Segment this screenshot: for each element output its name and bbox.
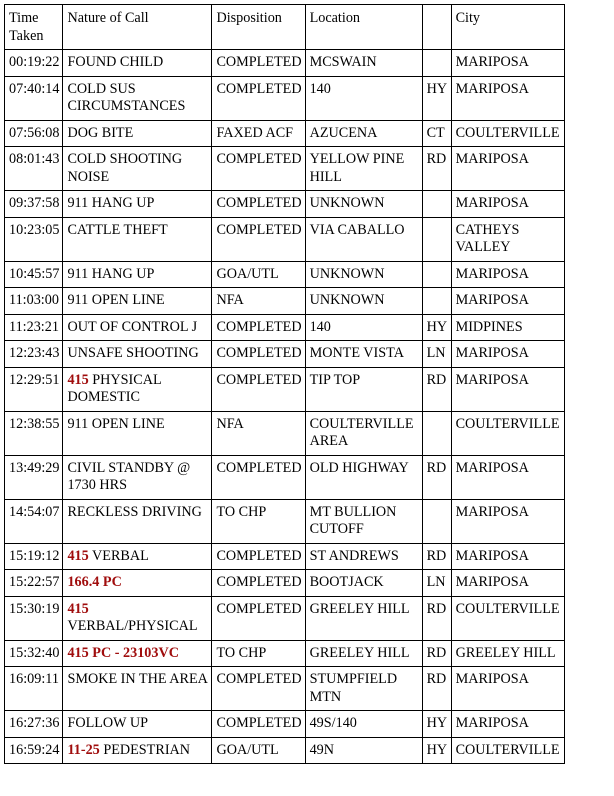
city-cell: COULTERVILLE: [451, 120, 564, 147]
location-cell: 140: [305, 314, 422, 341]
nature-cell: [63, 543, 212, 570]
city-cell: MIDPINES: [451, 314, 564, 341]
city-cell: COULTERVILLE: [451, 737, 564, 764]
time-cell: 14:54:07: [5, 499, 63, 543]
nature-cell: [63, 120, 212, 147]
nature-cell: [63, 76, 212, 120]
header-location: Location: [305, 5, 422, 50]
table-row: [5, 147, 565, 191]
nature-cell: [63, 711, 212, 738]
time-cell: 16:09:11: [5, 667, 63, 711]
nature-cell: [63, 50, 212, 77]
disposition-cell: TO CHP: [212, 640, 305, 667]
nature-cell: [63, 217, 212, 261]
location-cell: YELLOW PINE HILL: [305, 147, 422, 191]
nature-text: RECKLESS DRIVING: [67, 503, 202, 520]
street-suffix-cell: RD: [422, 596, 451, 640]
city-cell: GREELEY HILL: [451, 640, 564, 667]
street-suffix-cell: [422, 288, 451, 315]
street-suffix-cell: [422, 261, 451, 288]
location-cell: UNKNOWN: [305, 191, 422, 218]
table-row: [5, 217, 565, 261]
street-suffix-cell: RD: [422, 455, 451, 499]
location-cell: GREELEY HILL: [305, 640, 422, 667]
disposition-cell: NFA: [212, 411, 305, 455]
street-suffix-cell: HY: [422, 76, 451, 120]
city-cell: MARIPOSA: [451, 261, 564, 288]
street-suffix-cell: RD: [422, 640, 451, 667]
nature-text: 911 HANG UP: [67, 195, 155, 211]
table-row: [5, 667, 565, 711]
table-row: [5, 367, 565, 411]
time-cell: 10:23:05: [5, 217, 63, 261]
disposition-cell: COMPLETED: [212, 147, 305, 191]
header-city: City: [451, 5, 564, 50]
location-cell: OLD HIGHWAY: [305, 455, 422, 499]
table-row: [5, 737, 565, 764]
location-cell: UNKNOWN: [305, 288, 422, 315]
table-row: [5, 711, 565, 738]
time-cell: 12:38:55: [5, 411, 63, 455]
table-row: [5, 120, 565, 147]
street-suffix-cell: RD: [422, 367, 451, 411]
time-cell: 09:37:58: [5, 191, 63, 218]
nature-cell: [63, 367, 212, 411]
disposition-cell: COMPLETED: [212, 191, 305, 218]
call-code: 415 PC - 23103VC: [67, 644, 179, 661]
nature-text: PHYSICAL DOMESTIC: [67, 371, 162, 405]
nature-text: CATTLE THEFT: [67, 221, 168, 238]
location-cell: GREELEY HILL: [305, 596, 422, 640]
time-cell: 15:19:12: [5, 543, 63, 570]
city-cell: MARIPOSA: [451, 341, 564, 368]
nature-text: VERBAL/PHYSICAL: [67, 618, 198, 634]
nature-text: VERBAL: [92, 547, 149, 564]
disposition-cell: COMPLETED: [212, 367, 305, 411]
nature-text: COLD SUS CIRCUMSTANCES: [67, 80, 186, 114]
location-cell: TIP TOP: [305, 367, 422, 411]
location-cell: AZUCENA: [305, 120, 422, 147]
nature-text: UNSAFE SHOOTING: [67, 345, 199, 361]
nature-text: 911 HANG UP: [67, 265, 155, 282]
table-row: [5, 411, 565, 455]
street-suffix-cell: HY: [422, 314, 451, 341]
city-cell: MARIPOSA: [451, 543, 564, 570]
disposition-cell: COMPLETED: [212, 314, 305, 341]
street-suffix-cell: HY: [422, 737, 451, 764]
location-cell: UNKNOWN: [305, 261, 422, 288]
nature-text: FOUND CHILD: [67, 54, 164, 70]
city-cell: MARIPOSA: [451, 288, 564, 315]
table-row: [5, 570, 565, 597]
table-row: [5, 76, 565, 120]
time-cell: 16:27:36: [5, 711, 63, 738]
table-row: [5, 261, 565, 288]
disposition-cell: COMPLETED: [212, 596, 305, 640]
nature-cell: [63, 411, 212, 455]
nature-text: OUT OF CONTROL J: [67, 318, 198, 335]
location-cell: 140: [305, 76, 422, 120]
call-code: 166.4 PC: [67, 574, 122, 590]
disposition-cell: COMPLETED: [212, 667, 305, 711]
city-cell: MARIPOSA: [451, 667, 564, 711]
disposition-cell: GOA/UTL: [212, 261, 305, 288]
nature-text: SMOKE IN THE AREA: [67, 671, 208, 687]
nature-cell: [63, 147, 212, 191]
nature-cell: [63, 191, 212, 218]
time-cell: 11:03:00: [5, 288, 63, 315]
table-row: [5, 543, 565, 570]
call-log-table: [4, 4, 565, 764]
nature-cell: [63, 261, 212, 288]
nature-text: 911 OPEN LINE: [67, 415, 165, 432]
location-cell: BOOTJACK: [305, 570, 422, 597]
location-cell: 49S/140: [305, 711, 422, 738]
time-cell: 07:56:08: [5, 120, 63, 147]
street-suffix-cell: [422, 217, 451, 261]
header-street-suffix: [422, 5, 451, 50]
disposition-cell: TO CHP: [212, 499, 305, 543]
disposition-cell: COMPLETED: [212, 711, 305, 738]
street-suffix-cell: LN: [422, 570, 451, 597]
location-cell: MT BULLION CUTOFF: [305, 499, 422, 543]
city-cell: MARIPOSA: [451, 499, 564, 543]
city-cell: COULTERVILLE: [451, 596, 564, 640]
disposition-cell: COMPLETED: [212, 50, 305, 77]
nature-text: 911 OPEN LINE: [67, 292, 165, 308]
time-cell: 13:49:29: [5, 455, 63, 499]
nature-text: FOLLOW UP: [67, 715, 148, 731]
city-cell: MARIPOSA: [451, 711, 564, 738]
table-row: [5, 314, 565, 341]
call-code: 11-25: [67, 741, 100, 758]
location-cell: MONTE VISTA: [305, 341, 422, 368]
time-cell: 08:01:43: [5, 147, 63, 191]
header-time-taken: Time Taken: [5, 5, 63, 50]
time-cell: 12:23:43: [5, 341, 63, 368]
nature-cell: [63, 499, 212, 543]
disposition-cell: COMPLETED: [212, 455, 305, 499]
disposition-cell: COMPLETED: [212, 570, 305, 597]
street-suffix-cell: RD: [422, 147, 451, 191]
city-cell: MARIPOSA: [451, 570, 564, 597]
table-row: [5, 455, 565, 499]
time-cell: 15:32:40: [5, 640, 63, 667]
street-suffix-cell: LN: [422, 341, 451, 368]
city-cell: MARIPOSA: [451, 191, 564, 218]
disposition-cell: GOA/UTL: [212, 737, 305, 764]
table-row: [5, 640, 565, 667]
city-cell: MARIPOSA: [451, 76, 564, 120]
nature-cell: [63, 455, 212, 499]
table-row: [5, 596, 565, 640]
time-cell: 16:59:24: [5, 737, 63, 764]
street-suffix-cell: RD: [422, 543, 451, 570]
disposition-cell: COMPLETED: [212, 217, 305, 261]
city-cell: COULTERVILLE: [451, 411, 564, 455]
time-cell: 15:30:19: [5, 596, 63, 640]
time-cell: 11:23:21: [5, 314, 63, 341]
location-cell: MCSWAIN: [305, 50, 422, 77]
nature-cell: [63, 570, 212, 597]
nature-cell: [63, 737, 212, 764]
disposition-cell: NFA: [212, 288, 305, 315]
city-cell: MARIPOSA: [451, 50, 564, 77]
street-suffix-cell: [422, 499, 451, 543]
call-code: 415: [67, 547, 89, 564]
disposition-cell: COMPLETED: [212, 543, 305, 570]
table-row: [5, 341, 565, 368]
city-cell: MARIPOSA: [451, 455, 564, 499]
time-cell: 00:19:22: [5, 50, 63, 77]
city-cell: MARIPOSA: [451, 147, 564, 191]
call-code: 415: [67, 371, 89, 388]
nature-cell: [63, 314, 212, 341]
location-cell: STUMPFIELD MTN: [305, 667, 422, 711]
nature-text: COLD SHOOTING NOISE: [67, 151, 183, 185]
nature-cell: [63, 667, 212, 711]
nature-cell: [63, 640, 212, 667]
street-suffix-cell: [422, 191, 451, 218]
disposition-cell: COMPLETED: [212, 76, 305, 120]
city-cell: MARIPOSA: [451, 367, 564, 411]
disposition-cell: FAXED ACF: [212, 120, 305, 147]
street-suffix-cell: CT: [422, 120, 451, 147]
table-row: [5, 191, 565, 218]
nature-cell: [63, 288, 212, 315]
nature-text: CIVIL STANDBY @ 1730 HRS: [67, 459, 191, 493]
street-suffix-cell: HY: [422, 711, 451, 738]
header-row: [5, 5, 565, 50]
nature-text: PEDESTRIAN: [103, 741, 191, 758]
time-cell: 12:29:51: [5, 367, 63, 411]
header-nature-of-call: Nature of Call: [63, 5, 212, 50]
table-row: [5, 50, 565, 77]
location-cell: ST ANDREWS: [305, 543, 422, 570]
call-code: 415: [67, 600, 89, 617]
street-suffix-cell: [422, 411, 451, 455]
city-cell: CATHEYS VALLEY: [451, 217, 564, 261]
time-cell: 07:40:14: [5, 76, 63, 120]
nature-text: DOG BITE: [67, 124, 134, 141]
time-cell: 10:45:57: [5, 261, 63, 288]
nature-cell: [63, 596, 212, 640]
street-suffix-cell: RD: [422, 667, 451, 711]
disposition-cell: COMPLETED: [212, 341, 305, 368]
header-disposition: Disposition: [212, 5, 305, 50]
time-cell: 15:22:57: [5, 570, 63, 597]
table-row: [5, 288, 565, 315]
location-cell: VIA CABALLO: [305, 217, 422, 261]
table-row: [5, 499, 565, 543]
nature-cell: [63, 341, 212, 368]
street-suffix-cell: [422, 50, 451, 77]
location-cell: COULTERVILLE AREA: [305, 411, 422, 455]
location-cell: 49N: [305, 737, 422, 764]
